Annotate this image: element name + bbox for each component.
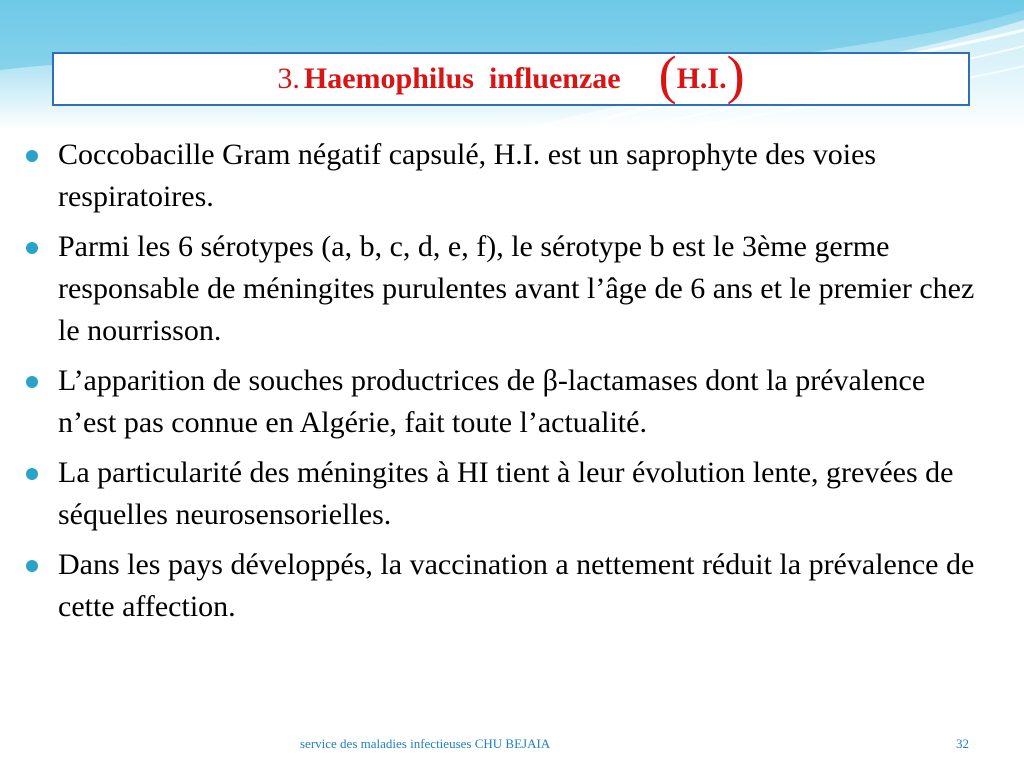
bullet-text: Parmi les 6 sérotypes (a, b, c, d, e, f), le sérotype b est le 3ème germe responsable de méningites purulentes avant l’âge de 6 ans et le premier chez le nourrisson. — [58, 230, 975, 347]
title-close-paren: ) — [726, 45, 745, 105]
bullet-dot-icon — [26, 560, 38, 572]
page-number: 32 — [956, 736, 969, 751]
bullet-item — [24, 452, 984, 536]
bullet-dot-icon — [26, 242, 38, 254]
slide-title — [277, 45, 745, 106]
bullet-item — [24, 544, 984, 628]
bullet-item — [24, 226, 984, 352]
bullet-list — [24, 134, 984, 636]
bullet-text: Dans les pays développés, la vaccination a nettement réduit la prévalence de cette affection. — [58, 548, 975, 623]
title-box — [52, 45, 970, 106]
bullet-dot-icon — [26, 468, 38, 480]
footer-text: service des maladies infectieuses CHU BEJAIA — [300, 736, 551, 751]
title-text: Haemophilus influenzae — [303, 62, 621, 95]
title-number: 3. — [277, 62, 300, 95]
title-abbrev: H.I. — [676, 62, 727, 95]
title-open-paren: ( — [658, 45, 677, 105]
bullet-dot-icon — [26, 376, 38, 388]
bullet-item — [24, 134, 984, 218]
bullet-dot-icon — [26, 150, 38, 162]
bullet-text: L’apparition de souches productrices de β-lactamases dont la prévalence n’est pas connue en Algérie, fait toute l’actualité. — [58, 364, 926, 439]
bullet-text: Coccobacille Gram négatif capsulé, H.I. est un saprophyte des voies respiratoires. — [58, 138, 877, 213]
bullet-item — [24, 360, 984, 444]
bullet-text: La particularité des méningites à HI tient à leur évolution lente, grevées de séquelles neurosensorielles. — [58, 456, 954, 531]
